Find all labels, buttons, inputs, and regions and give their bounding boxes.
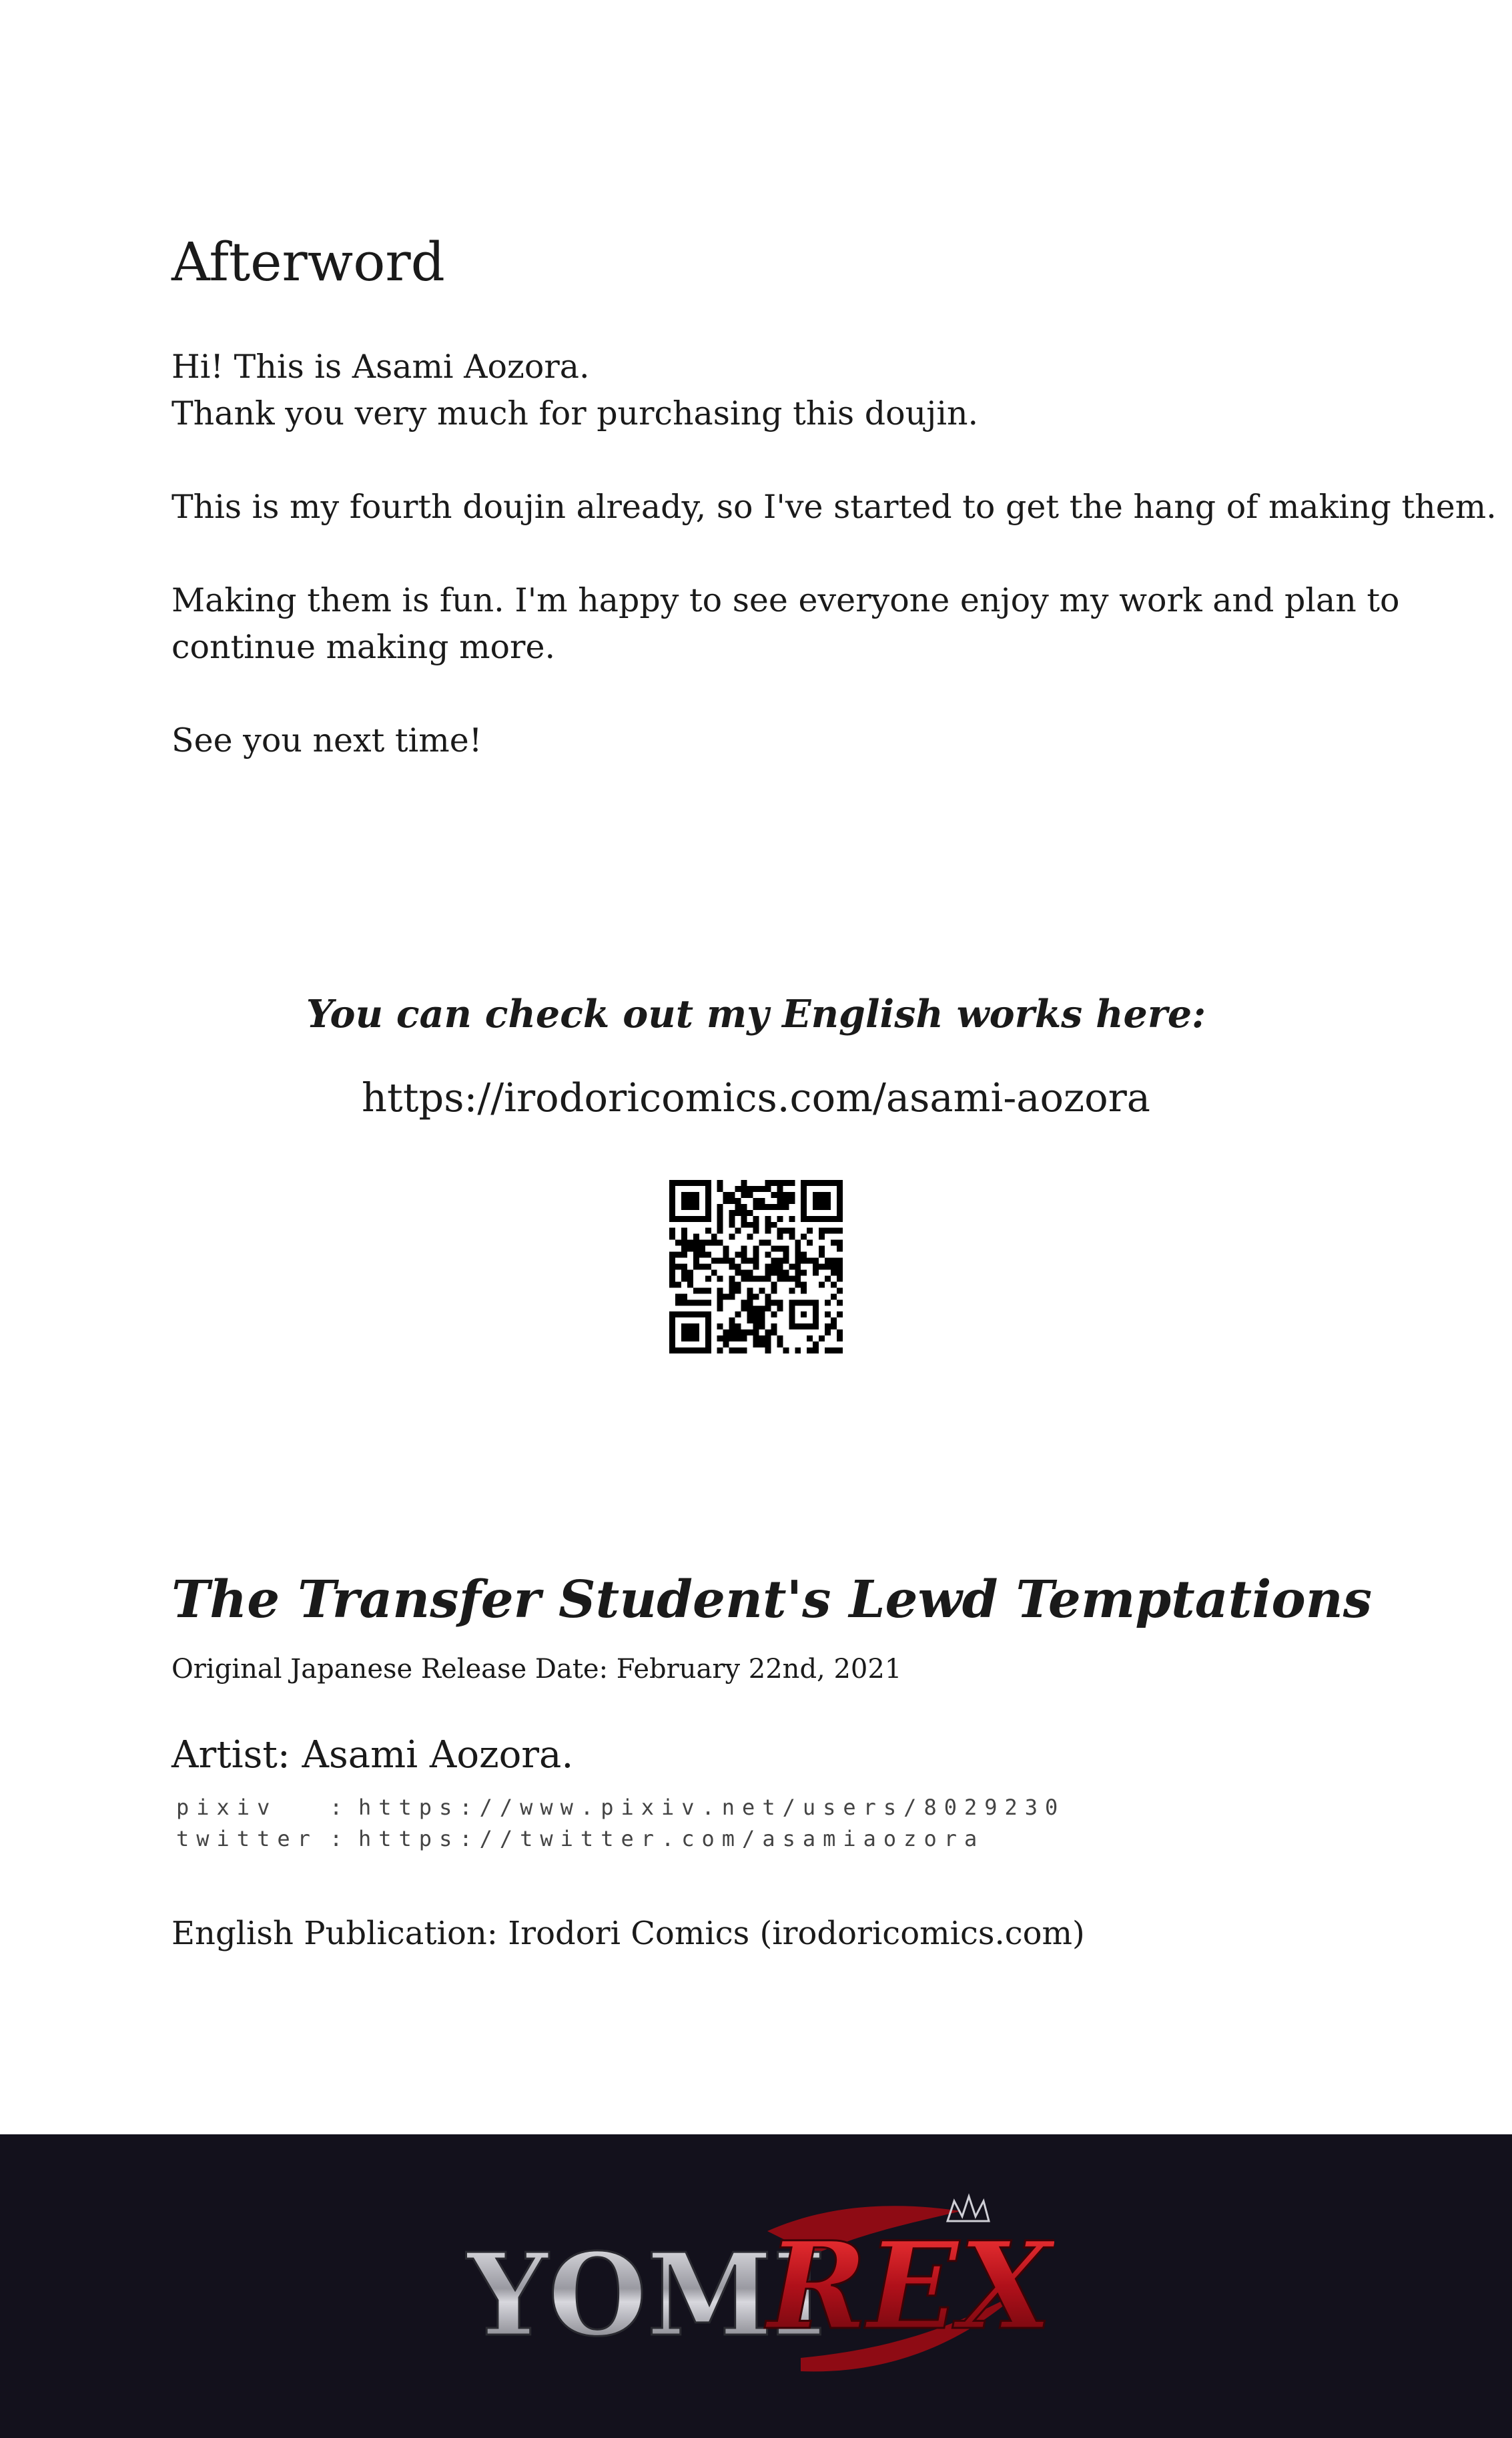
english-works-url[interactable]: https://irodoricomics.com/asami-aozora (362, 1075, 1150, 1121)
logo-text-left: YOMI (467, 2228, 826, 2362)
artist-name: Artist: Asami Aozora. (171, 1733, 574, 1777)
english-publication: English Publication: Irodori Comics (irodoricomics.com) (171, 1915, 1085, 1952)
pixiv-url[interactable]: https://www.pixiv.net/users/8029230 (358, 1795, 1066, 1820)
book-title: The Transfer Student's Lewd Temptations (171, 1570, 1373, 1630)
twitter-url[interactable]: https://twitter.com/asamiaozora (358, 1826, 985, 1851)
link-separator: : (330, 1795, 350, 1820)
english-works-heading: You can check out my English works here: (306, 992, 1206, 1036)
link-label: pixiv (176, 1795, 278, 1820)
logo-text-right: REX (767, 2216, 1052, 2357)
link-separator: : (330, 1826, 350, 1851)
afterword-title: Afterword (171, 231, 445, 293)
afterword-line: Making them is fun. I'm happy to see everyone enjoy my work and plan to (171, 581, 1400, 619)
yomirex-logo (454, 2191, 1054, 2391)
qr-code[interactable] (669, 1180, 843, 1353)
afterword-line: Hi! This is Asami Aozora. (171, 348, 590, 386)
afterword-line: continue making more. (171, 628, 556, 666)
footer-banner (0, 2134, 1512, 2438)
twitter-link-row (176, 1822, 984, 1855)
pixiv-link-row (176, 1791, 1065, 1824)
release-date: Original Japanese Release Date: February 22nd, 2021 (171, 1654, 902, 1685)
afterword-line: See you next time! (171, 721, 482, 759)
link-label: twitter (176, 1826, 318, 1851)
afterword-line: This is my fourth doujin already, so I've started to get the hang of making them. (171, 488, 1497, 526)
afterword-line: Thank you very much for purchasing this doujin. (171, 394, 979, 432)
